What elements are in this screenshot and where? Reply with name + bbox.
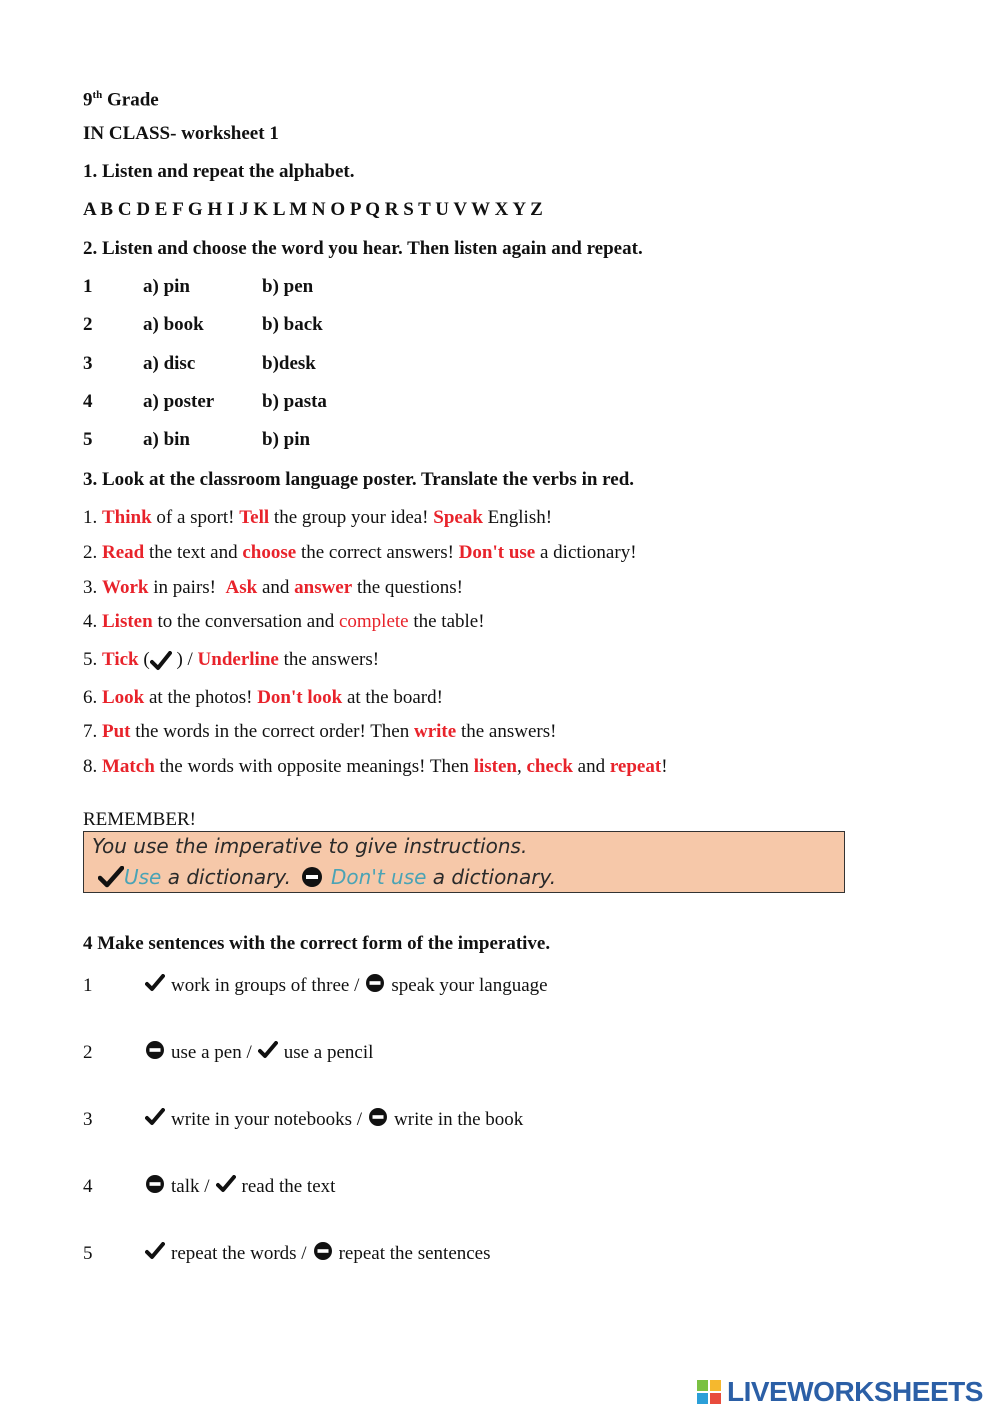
- ex4-item: [145, 1107, 523, 1133]
- ex4-second-phrase: write in the book: [394, 1109, 524, 1130]
- ex4-item-number: 5: [83, 1243, 93, 1264]
- ex3-sentence-5: 5. Tick ( ) / Underline the answers!: [83, 649, 380, 670]
- ex2-option-a: a) poster: [143, 391, 215, 412]
- ex1-instruction: 1. Listen and repeat the alphabet.: [83, 161, 355, 182]
- ex4-first-phrase: work in groups of three /: [171, 975, 360, 996]
- red-verb: Listen: [102, 611, 153, 632]
- ex4-item: [145, 973, 548, 999]
- ex2-option-a: a) bin: [143, 429, 190, 450]
- no-entry-icon: [145, 1174, 165, 1200]
- ex4-instruction: 4 Make sentences with the correct form of the imperative.: [83, 933, 551, 954]
- red-verb: Match: [102, 756, 155, 777]
- red-verb: Look: [102, 687, 145, 708]
- no-entry-icon: [145, 1040, 165, 1066]
- remember-line-1: You use the imperative to give instructions.: [92, 834, 528, 858]
- ex4-second-phrase: repeat the sentences: [338, 1243, 491, 1264]
- no-entry-icon: [301, 866, 323, 888]
- ex4-first-phrase: talk /: [171, 1176, 210, 1197]
- ex3-sentence-1: 1. Think of a sport! Tell the group your idea! Speak English!: [83, 507, 553, 528]
- tick-icon: [145, 1108, 165, 1132]
- grade-heading: [83, 83, 159, 112]
- ex2-option-b: b) pasta: [262, 391, 327, 412]
- ex4-item: [145, 1241, 491, 1267]
- ex2-option-b: b)desk: [262, 353, 316, 374]
- ex4-item-number: 3: [83, 1109, 93, 1130]
- grade-word: Grade: [102, 89, 159, 111]
- red-verb: Tell: [239, 507, 270, 528]
- ex3-sentence-3: 3. Work in pairs! Ask and answer the questions!: [83, 577, 464, 598]
- ex4-item: [145, 1174, 335, 1200]
- grade-superscript: th: [92, 89, 103, 101]
- ex4-second-phrase: use a pencil: [283, 1042, 374, 1063]
- ex3-instruction: 3. Look at the classroom language poster. Translate the verbs in red.: [83, 469, 635, 490]
- no-entry-icon: [368, 1107, 388, 1133]
- ex3-sentence-7: 7. Put the words in the correct order! Then write the answers!: [83, 721, 557, 742]
- ex4-first-phrase: use a pen /: [171, 1042, 252, 1063]
- no-entry-icon: [365, 973, 385, 999]
- grade-number: 9: [83, 89, 93, 111]
- ex2-option-b: b) pen: [262, 276, 314, 297]
- ex4-second-phrase: speak your language: [391, 975, 548, 996]
- ex3-sentence-2: 2. Read the text and choose the correct answers! Don't use a dictionary!: [83, 542, 637, 563]
- red-verb: Put: [102, 721, 131, 742]
- ex4-first-phrase: repeat the words /: [171, 1243, 307, 1264]
- red-verb: Think: [102, 507, 152, 528]
- red-verb: choose: [242, 542, 297, 563]
- logo-icon: [697, 1380, 721, 1404]
- red-verb: Don't use: [458, 542, 536, 563]
- ex4-item-number: 2: [83, 1042, 93, 1063]
- use-word: Use: [124, 865, 162, 889]
- ex3-sentence-4: 4. Listen to the conversation and complete the table!: [83, 611, 485, 632]
- red-verb: answer: [294, 577, 353, 598]
- ex3-sentence-6: 6. Look at the photos! Don't look at the board!: [83, 687, 443, 708]
- ex2-option-a: a) book: [143, 314, 204, 335]
- ex4-item: [145, 1040, 373, 1066]
- ex2-option-a: a) disc: [143, 353, 196, 374]
- red-verb: repeat: [609, 756, 662, 777]
- tick-icon: [145, 1242, 165, 1266]
- ex2-option-b: b) back: [262, 314, 323, 335]
- red-verb: check: [526, 756, 573, 777]
- remember-line-2: Use a dictionary. Don't use a dictionary.: [98, 865, 556, 889]
- red-verb: complete: [338, 611, 409, 632]
- tick-icon: [216, 1175, 236, 1199]
- red-verb: listen: [473, 756, 517, 777]
- ex2-item-number: 5: [83, 429, 93, 450]
- red-verb: Work: [102, 577, 149, 598]
- ex2-instruction: 2. Listen and choose the word you hear. Then listen again and repeat.: [83, 238, 643, 259]
- remember-label: REMEMBER!: [83, 809, 196, 830]
- tick-icon: [150, 651, 172, 671]
- logo-text: LIVEWORKSHEETS: [727, 1376, 983, 1407]
- ex2-item-number: 4: [83, 391, 93, 412]
- ex2-item-number: 3: [83, 353, 93, 374]
- ex4-first-phrase: write in your notebooks /: [171, 1109, 363, 1130]
- red-verb: Underline: [197, 649, 279, 670]
- no-entry-icon: [313, 1241, 333, 1267]
- tick-icon: [98, 866, 124, 888]
- remember-box: [83, 831, 845, 893]
- ex3-sentence-8: 8. Match the words with opposite meanings! Then listen, check and repeat!: [83, 756, 668, 777]
- dont-use-word: Don't use: [331, 865, 427, 889]
- ex4-second-phrase: read the text: [241, 1176, 336, 1197]
- red-verb: write: [414, 721, 457, 742]
- red-verb: Ask: [225, 577, 258, 598]
- ex4-item-number: 1: [83, 975, 93, 996]
- red-verb: Read: [102, 542, 145, 563]
- liveworksheets-logo: [697, 1376, 983, 1408]
- red-verb: Tick: [102, 649, 139, 670]
- ex2-item-number: 1: [83, 276, 93, 297]
- tick-icon: [258, 1041, 278, 1065]
- tick-icon: [145, 974, 165, 998]
- ex2-option-a: a) pin: [143, 276, 190, 297]
- ex2-option-b: b) pin: [262, 429, 311, 450]
- ex2-item-number: 2: [83, 314, 93, 335]
- red-verb: Don't look: [257, 687, 343, 708]
- red-verb: Speak: [433, 507, 483, 528]
- worksheet-title: IN CLASS- worksheet 1: [83, 123, 279, 144]
- alphabet: A B C D E F G H I J K L M N O P Q R S T U V W X Y Z: [83, 199, 543, 220]
- ex4-item-number: 4: [83, 1176, 93, 1197]
